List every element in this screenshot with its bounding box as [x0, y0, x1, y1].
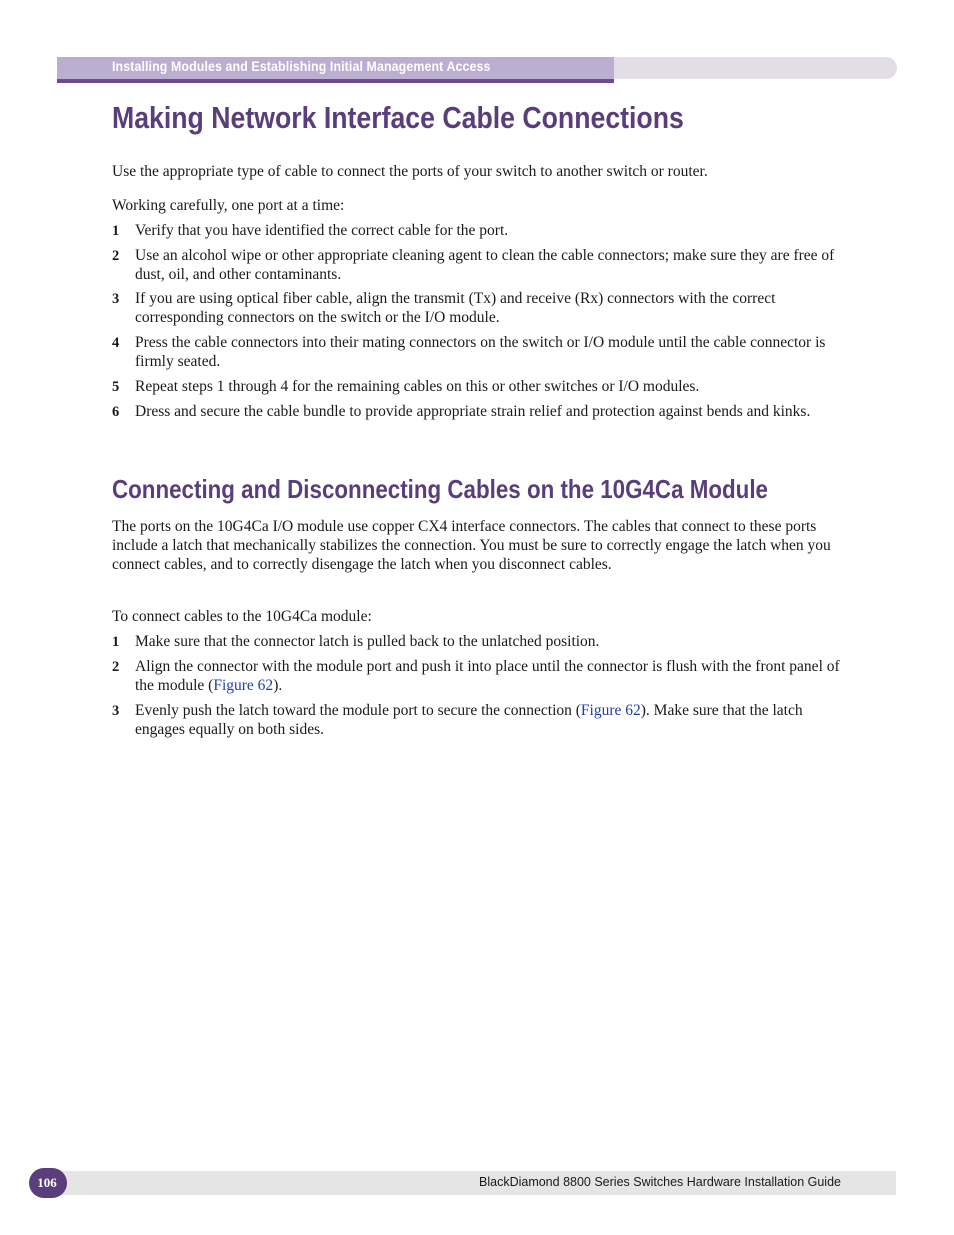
step-text: Verify that you have identified the correct cable for the port. — [135, 222, 509, 239]
section-intro: Use the appropriate type of cable to connect the ports of your switch to another switch or router. — [112, 163, 708, 180]
subsection-intro: The ports on the 10G4Ca I/O module use copper CX4 interface connectors. The cables that connect to these ports include a latch that mechanically stabilizes the connection. You must be sure to correctly engage the latch when you connect cables, and to correctly disengage the latch when you disconnect cables. — [112, 518, 831, 573]
step-text-before: Evenly push the latch toward the module port to secure the connection ( — [135, 702, 581, 719]
list-item — [112, 378, 840, 397]
list-item — [112, 334, 840, 372]
step-text: Press the cable connectors into their mating connectors on the switch or I/O module until the cable connector is firmly seated. — [135, 334, 826, 370]
list-item — [112, 633, 840, 652]
section-title: Making Network Interface Cable Connections — [112, 100, 684, 135]
list-item — [112, 658, 840, 696]
list-item — [112, 247, 840, 285]
chapter-header: Installing Modules and Establishing Initial Management Access — [112, 59, 491, 74]
step-number: 5 — [112, 379, 120, 395]
list-item — [112, 702, 840, 740]
figure-62-link[interactable]: Figure 62 — [213, 676, 274, 694]
step-number: 4 — [112, 335, 120, 351]
step-number: 2 — [112, 659, 120, 675]
list-item — [112, 403, 840, 422]
step-number: 1 — [112, 634, 120, 650]
step-text — [135, 702, 840, 740]
step-number: 1 — [112, 223, 120, 239]
step-text: If you are using optical fiber cable, align the transmit (Tx) and receive (Rx) connectors with the correct corresponding connectors on the switch or the I/O module. — [135, 290, 776, 326]
list-item — [112, 222, 840, 241]
guide-title: BlackDiamond 8800 Series Switches Hardware Installation Guide — [479, 1175, 841, 1189]
list-item — [112, 290, 840, 328]
steps-lead: Working carefully, one port at a time: — [112, 197, 345, 214]
step-text: Use an alcohol wipe or other appropriate cleaning agent to clean the cable connectors; make sure they are free of dust, oil, and other contaminants. — [135, 247, 835, 283]
step-number: 3 — [112, 291, 120, 307]
step-text-after: ). — [273, 676, 283, 694]
subsection-title: Connecting and Disconnecting Cables on the 10G4Ca Module — [112, 474, 768, 504]
step-text-after: ). Make sure that the latch engages equally on both sides. — [135, 702, 803, 738]
figure-62-link[interactable]: Figure 62 — [580, 702, 641, 719]
step-number: 2 — [112, 248, 120, 264]
step-number: 6 — [112, 404, 120, 420]
steps-lead: To connect cables to the 10G4Ca module: — [112, 608, 372, 625]
step-number: 3 — [112, 703, 120, 719]
step-text-before: Align the connector with the module port and push it into place until the connector is flush with the front panel of the module ( — [135, 658, 840, 694]
step-text: Dress and secure the cable bundle to provide appropriate strain relief and protection against bends and kinks. — [135, 403, 811, 420]
step-text: Make sure that the connector latch is pulled back to the unlatched position. — [135, 633, 600, 650]
header-underline — [57, 79, 614, 83]
page-number: 106 — [37, 1175, 57, 1190]
step-text — [135, 658, 840, 696]
step-text: Repeat steps 1 through 4 for the remaining cables on this or other switches or I/O modules. — [135, 378, 700, 395]
